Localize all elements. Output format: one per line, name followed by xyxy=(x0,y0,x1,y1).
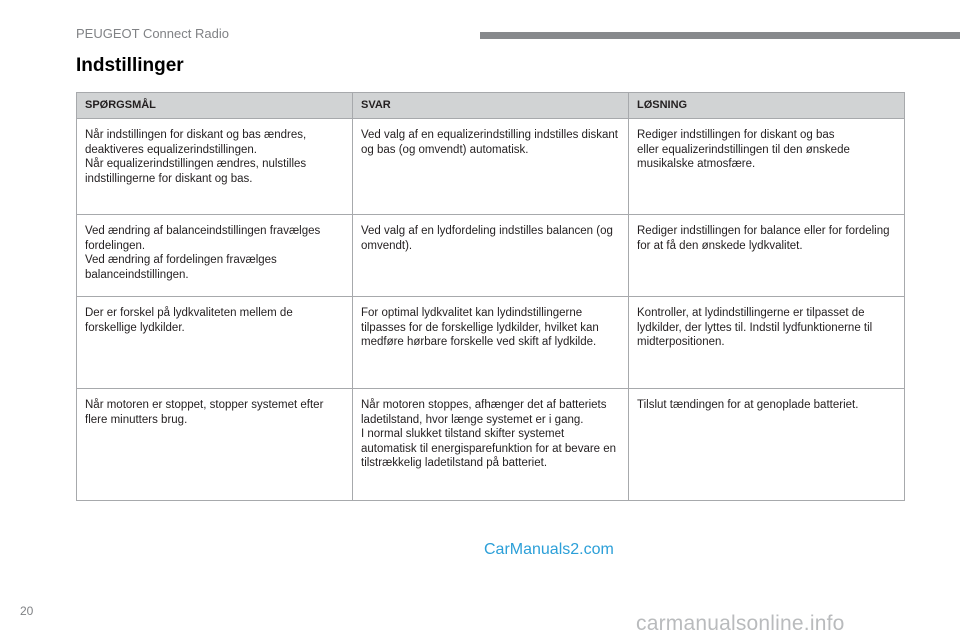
answer-cell: Ved valg af en lydfordeling indstilles balancen (og omvendt). xyxy=(353,215,629,297)
solution-cell: Rediger indstillingen for diskant og bas eller equalizerindstillingen til den ønskede musikalske atmosfære. xyxy=(629,119,905,215)
watermark-carmanuals2: CarManuals2.com xyxy=(484,541,614,558)
table-row xyxy=(77,119,905,215)
watermark-carmanualsonline: carmanualsonline.info xyxy=(636,612,845,635)
solution-cell: Tilslut tændingen for at genoplade batteriet. xyxy=(629,389,905,501)
answer-cell: Når motoren stoppes, afhænger det af batteriets ladetilstand, hvor længe systemet er i gang. I normal slukket tilstand skifter systemet automatisk til energisparefunktion for at bevare en tilstrækkelig ladetilstand på batteriet. xyxy=(353,389,629,501)
table-row xyxy=(77,215,905,297)
header-title: PEUGEOT Connect Radio xyxy=(76,26,229,41)
solution-cell: Kontroller, at lydindstillingerne er tilpasset de lydkilder, der lyttes til. Indstil lydfunktionerne til midterpositionen. xyxy=(629,297,905,389)
column-header-question: SPØRGSMÅL xyxy=(77,93,353,119)
section-title: Indstillinger xyxy=(76,55,184,76)
answer-cell: Ved valg af en equalizerindstilling indstilles diskant og bas (og omvendt) automatisk. xyxy=(353,119,629,215)
column-header-answer: SVAR xyxy=(353,93,629,119)
column-header-solution: LØSNING xyxy=(629,93,905,119)
question-cell: Når motoren er stoppet, stopper systemet efter flere minutters brug. xyxy=(77,389,353,501)
table-row xyxy=(77,389,905,501)
table-header-row xyxy=(77,93,905,119)
question-cell: Der er forskel på lydkvaliteten mellem de forskellige lydkilder. xyxy=(77,297,353,389)
faq-table xyxy=(76,92,905,501)
page-number: 20 xyxy=(20,604,34,618)
solution-cell: Rediger indstillingen for balance eller for fordeling for at få den ønskede lydkvalitet. xyxy=(629,215,905,297)
table-row xyxy=(77,297,905,389)
question-cell: Ved ændring af balanceindstillingen fravælges fordelingen. Ved ændring af fordelingen fravælges balanceindstillingen. xyxy=(77,215,353,297)
answer-cell: For optimal lydkvalitet kan lydindstillingerne tilpasses for de forskellige lydkilder, hvilket kan medføre hørbare forskelle ved skift af lydkilde. xyxy=(353,297,629,389)
header-bar xyxy=(480,32,960,39)
question-cell: Når indstillingen for diskant og bas ændres, deaktiveres equalizerindstillingen. Når equalizerindstillingen ændres, nulstilles indstillingerne for diskant og bas. xyxy=(77,119,353,215)
